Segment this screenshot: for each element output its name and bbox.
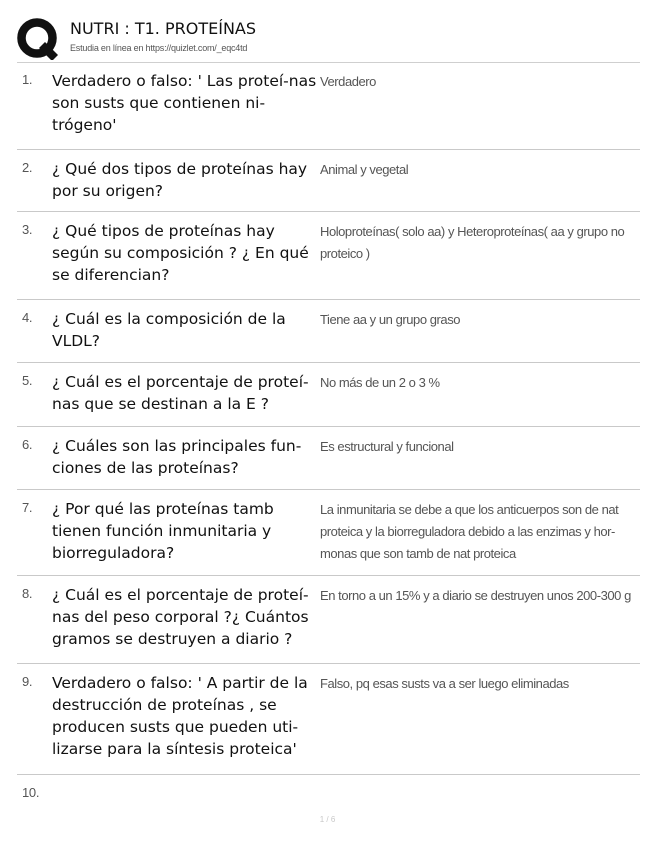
card-term: Verdadero o falso: ' Las proteí-nas son susts que contienen ni-trógeno' <box>52 72 317 134</box>
flashcard-row <box>17 212 640 300</box>
page-header <box>17 16 640 63</box>
card-number: 10. <box>22 785 40 800</box>
card-number: 5. <box>22 373 33 388</box>
flashcard-row <box>17 576 640 664</box>
card-definition: Verdadero <box>320 74 376 89</box>
flashcard-row <box>17 490 640 576</box>
card-definition: Es estructural y funcional <box>320 439 454 454</box>
card-definition: Animal y vegetal <box>320 162 409 177</box>
flashcard-row <box>17 363 640 427</box>
card-number: 8. <box>22 586 33 601</box>
card-definition: Holoproteínas( solo aa) y Heteroproteínas( aa y grupo no proteico ) <box>320 224 625 261</box>
flashcard-row <box>17 62 640 150</box>
card-number: 3. <box>22 222 33 237</box>
card-definition: En torno a un 15% y a diario se destruyen unos 200-300 g <box>320 588 631 603</box>
card-term: ¿ Qué tipos de proteínas hay según su composición ? ¿ En qué se diferencian? <box>52 222 309 284</box>
page-number: 1 / 6 <box>319 815 336 824</box>
flashcard-row <box>17 664 640 775</box>
card-term: ¿ Cuál es el porcentaje de proteí-nas que se destinan a la E ? <box>52 373 309 413</box>
card-definition: La inmunitaria se debe a que los anticuerpos son de nat proteica y la biorreguladora debido a las enzimas y hor-monas que son tamb de nat proteica <box>320 502 619 561</box>
card-number: 4. <box>22 310 33 325</box>
card-number: 9. <box>22 674 33 689</box>
card-number: 7. <box>22 500 33 515</box>
flashcard-row <box>17 775 640 811</box>
card-number: 6. <box>22 437 33 452</box>
page-title: NUTRI : T1. PROTEÍNAS <box>70 19 257 38</box>
card-definition: No más de un 2 o 3 % <box>320 375 440 390</box>
card-term: ¿ Por qué las proteínas tamb tienen función inmunitaria y biorreguladora? <box>52 500 274 562</box>
flashcard-row <box>17 427 640 490</box>
flashcard-row <box>17 150 640 212</box>
card-definition: Falso, pq esas susts va a ser luego eliminadas <box>320 676 569 691</box>
quizlet-logo-icon <box>17 18 59 60</box>
card-term: ¿ Cuál es la composición de la VLDL? <box>52 310 286 350</box>
card-term: Verdadero o falso: ' A partir de la destrucción de proteínas , se producen susts que pueden uti-lizarse para la síntesis proteica' <box>52 674 308 758</box>
card-term: ¿ Cuáles son las principales fun-ciones de las proteínas? <box>52 437 302 477</box>
card-term: ¿ Qué dos tipos de proteínas hay por su origen? <box>52 160 308 200</box>
flashcard-row <box>17 300 640 363</box>
page-subtitle: Estudia en línea en https://quizlet.com/_eqc4td <box>70 43 248 53</box>
card-term: ¿ Cuál es el porcentaje de proteí-nas del peso corporal ?¿ Cuántos gramos se destruyen a diario ? <box>52 586 309 648</box>
card-definition: Tiene aa y un grupo graso <box>320 312 461 327</box>
card-number: 2. <box>22 160 33 175</box>
card-number: 1. <box>22 72 33 87</box>
flashcard-list <box>17 62 640 811</box>
